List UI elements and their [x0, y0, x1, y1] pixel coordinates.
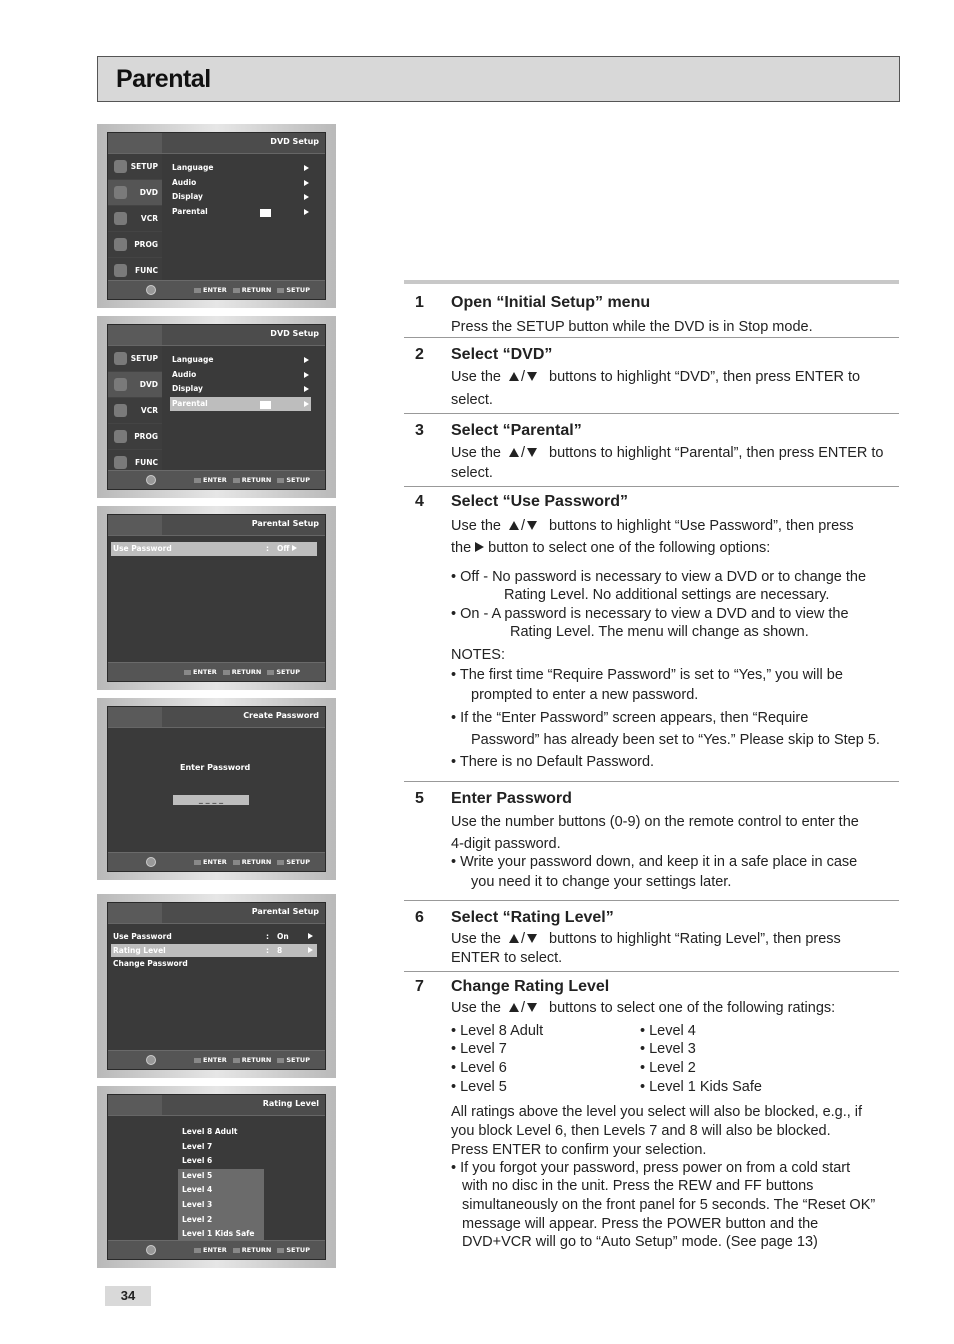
tv-display — [107, 132, 326, 300]
list-item: • Level 4 — [640, 1023, 696, 1039]
rating-level-list — [178, 1125, 264, 1242]
screen-create-password — [97, 698, 336, 880]
lock-icon — [260, 209, 271, 217]
arrow-right-icon — [475, 542, 484, 552]
step-2: 2 Select “DVD” Use the / buttons to highlight “DVD”, then press ENTER to select. — [404, 338, 899, 414]
screen-key-bar: ENTER RETURN SETUP — [108, 280, 325, 299]
screen-title: Parental Setup — [251, 907, 319, 916]
list-item: Level 6 — [182, 1156, 213, 1166]
tv-display — [107, 324, 326, 490]
arrow-right-icon — [304, 194, 309, 200]
setup-icon — [114, 160, 127, 173]
list-item: • Level 5 — [451, 1079, 507, 1095]
arrow-right-icon — [292, 545, 297, 551]
password-field: _ _ _ _ — [173, 795, 249, 805]
enter-password-label: Enter Password — [180, 763, 251, 772]
menu-item-language: Language — [170, 161, 311, 176]
side-item-setup: SETUP — [108, 154, 162, 180]
page-number: 34 — [105, 1286, 151, 1306]
list-item: • Level 1 Kids Safe — [640, 1079, 762, 1095]
side-item-func: FUNC — [108, 258, 162, 284]
list-item: Level 1 Kids Safe — [178, 1227, 264, 1242]
section-header — [97, 56, 900, 102]
menu-item-use-password: Use Password : Off — [111, 542, 317, 556]
clock-icon — [114, 430, 127, 443]
arrow-right-icon — [304, 180, 309, 186]
arrow-down-icon — [527, 448, 537, 457]
side-item-prog: PROG — [108, 424, 162, 450]
menu-item-parental: Parental — [170, 397, 311, 412]
arrow-up-icon — [509, 1003, 519, 1012]
clock-icon — [114, 238, 127, 251]
arrow-right-icon — [304, 386, 309, 392]
menu-item-display: Display — [170, 190, 311, 205]
list-item: Level 8 Adult — [182, 1127, 238, 1136]
tv-display — [107, 706, 326, 872]
list-item: • Level 2 — [640, 1060, 696, 1076]
screen-key-bar: ENTER RETURN SETUP — [108, 1050, 325, 1069]
page-title: Parental — [116, 65, 211, 93]
list-item: Level 7 — [182, 1141, 213, 1151]
list-item: • Level 8 Adult — [451, 1023, 544, 1039]
arrow-right-icon — [304, 401, 309, 407]
list-item: • Level 6 — [451, 1060, 507, 1076]
step-1: 1 Open “Initial Setup” menu Press the SETUP button while the DVD is in Stop mode. — [404, 284, 899, 338]
dvd-menu — [170, 353, 311, 411]
func-icon — [114, 456, 127, 469]
menu-item-change-password: Change Password — [113, 959, 188, 968]
list-item: Level 4 — [178, 1183, 264, 1198]
arrow-down-icon — [527, 521, 537, 530]
screen-key-bar: ENTER RETURN SETUP — [108, 1240, 325, 1259]
arrow-right-icon — [304, 372, 309, 378]
arrow-right-icon — [304, 357, 309, 363]
nav-icon — [146, 285, 156, 295]
side-item-vcr: VCR — [108, 206, 162, 232]
arrow-up-icon — [509, 934, 519, 943]
tv-display — [107, 902, 326, 1070]
screen-key-bar: ENTER RETURN SETUP — [108, 852, 325, 871]
tv-display — [107, 514, 326, 682]
setup-icon — [114, 352, 127, 365]
screen-rating-level — [97, 1086, 336, 1268]
screen-key-bar: ENTER RETURN SETUP — [108, 470, 325, 489]
step-5: 5 Enter Password Use the number buttons (0-9) on the remote control to enter the 4-digit password. • Write your password down, and keep it in a safe place in case you need it to change your settings later. — [404, 782, 899, 901]
list-item: Level 2 — [178, 1213, 264, 1228]
screen-parental-setup-on — [97, 894, 336, 1078]
screen-title: Parental Setup — [251, 519, 319, 528]
side-item-dvd: DVD — [108, 180, 162, 206]
arrow-up-icon — [509, 521, 519, 530]
step-4: 4 Select “Use Password” Use the / buttons to highlight “Use Password”, then press the button to select one of the following options: • Off - No password is necessary to view a DVD or to change the Rating Level. No additional settings are necessary. • On - A password is necessary to view a DVD and to view the Rating Level. The menu will change as shown. NOTES: • The first time “Require Password” is set to “Yes,” you will be prompted to enter a new password. • If the “Enter Password” screen appears, then “Require Password” has already been set to “Yes.” Please skip to Step 5. • There is no Default Password. — [404, 487, 899, 782]
menu-item-audio: Audio — [170, 176, 311, 191]
vcr-icon — [114, 404, 127, 417]
dvd-icon — [114, 186, 127, 199]
screen-title: DVD Setup — [270, 137, 319, 146]
tv-display — [107, 1094, 326, 1260]
step-7: 7 Change Rating Level Use the / buttons to select one of the following ratings: • Level 8 Adult • Level 7 • Level 6 • Level 5 • Level 4 • Level 3 • Level 2 • Level 1 Kids Safe All ratings above the level you select will also be blocked, e.g., if you block Level 6, then Levels 7 and 8 will also be blocked. Press ENTER to confirm your selection. • If you forgot your password, press power on from a cold start with no disc in the unit. Press the REW and FF buttons simultaneously on the front panel for 5 seconds. The “Reset OK” message will appear. Press the POWER button and the DVD+VCR will go to “Auto Setup” mode. (See page 13) — [415, 978, 876, 1250]
arrow-right-icon — [308, 933, 313, 939]
vcr-icon — [114, 212, 127, 225]
menu-item-parental: Parental — [170, 205, 311, 220]
menu-item-rating-level: Rating Level : 8 — [111, 944, 317, 958]
nav-icon — [146, 475, 156, 485]
parental-menu — [111, 930, 317, 971]
dvd-menu — [170, 161, 311, 219]
list-item: • Level 7 — [451, 1041, 507, 1057]
nav-icon — [146, 857, 156, 867]
nav-icon — [146, 1245, 156, 1255]
dvd-icon — [114, 378, 127, 391]
arrow-up-icon — [509, 448, 519, 457]
list-item: • Level 3 — [640, 1041, 696, 1057]
screen-dvd-setup — [97, 124, 336, 308]
arrow-right-icon — [308, 947, 313, 953]
arrow-right-icon — [304, 209, 309, 215]
instruction-steps — [404, 280, 899, 1262]
side-menu — [108, 154, 162, 280]
menu-item-use-password: Use Password : On — [111, 930, 317, 944]
side-item-vcr: VCR — [108, 398, 162, 424]
menu-item-audio: Audio — [170, 368, 311, 383]
parental-menu — [111, 542, 317, 556]
arrow-down-icon — [527, 934, 537, 943]
menu-item-display: Display — [170, 382, 311, 397]
nav-icon — [146, 1055, 156, 1065]
func-icon — [114, 264, 127, 277]
screen-title: Rating Level — [262, 1099, 319, 1108]
screen-parental-setup-off — [97, 506, 336, 690]
side-menu — [108, 346, 162, 470]
step-6: 6 Select “Rating Level” Use the / buttons to highlight “Rating Level”, then press ENTER to select. — [404, 901, 899, 972]
arrow-right-icon — [304, 165, 309, 171]
arrow-down-icon — [527, 1003, 537, 1012]
arrow-down-icon — [527, 372, 537, 381]
screen-title: DVD Setup — [270, 329, 319, 338]
side-item-prog: PROG — [108, 232, 162, 258]
screen-title: Create Password — [243, 711, 319, 720]
side-item-func: FUNC — [108, 450, 162, 476]
side-item-setup: SETUP — [108, 346, 162, 372]
list-item: Level 5 — [178, 1169, 264, 1184]
side-item-dvd: DVD — [108, 372, 162, 398]
arrow-up-icon — [509, 372, 519, 381]
screen-dvd-setup-parental — [97, 316, 336, 498]
lock-icon — [260, 401, 271, 409]
screen-key-bar: ENTER RETURN SETUP — [108, 662, 325, 681]
list-item: Level 3 — [178, 1198, 264, 1213]
step-3: 3 Select “Parental” Use the / buttons to highlight “Parental”, then press ENTER to select. — [404, 414, 899, 487]
menu-item-language: Language — [170, 353, 311, 368]
